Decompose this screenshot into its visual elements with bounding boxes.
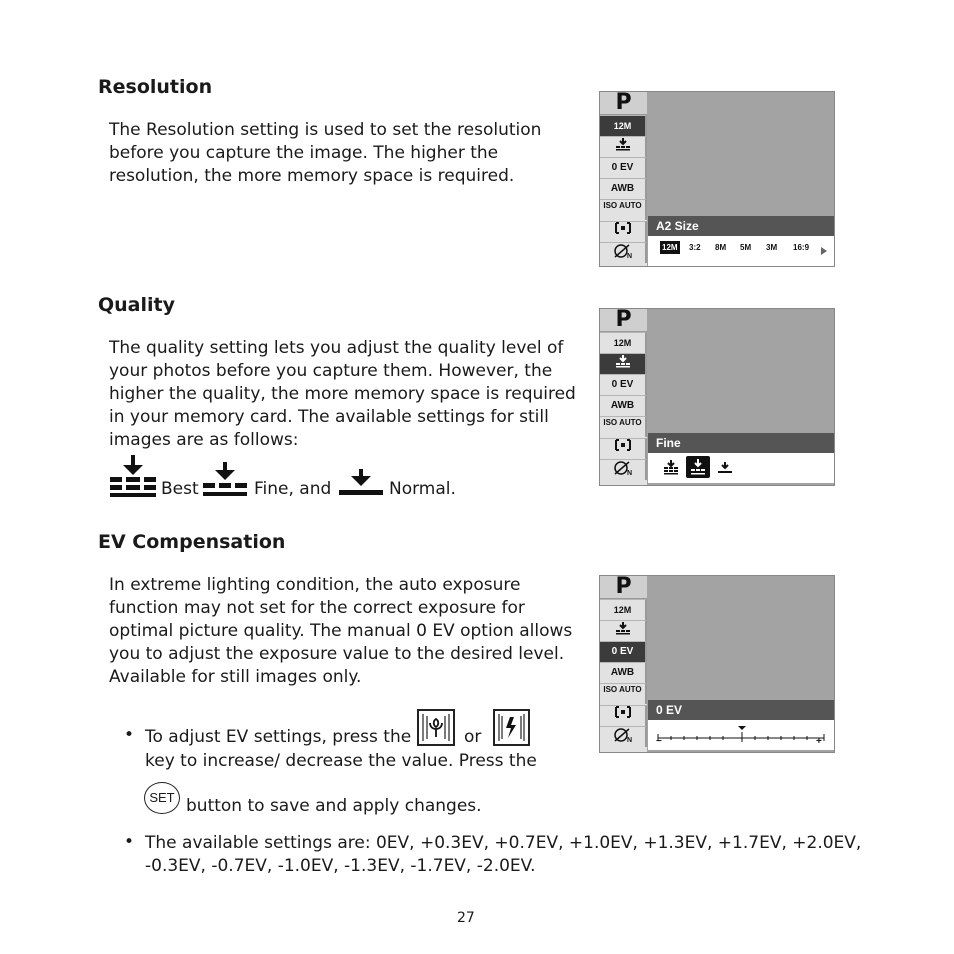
macro-icon bbox=[419, 711, 453, 744]
size-option-3-2[interactable]: 3:2 bbox=[689, 243, 701, 252]
quality-body-line: your photos before you capture them. However, the bbox=[109, 361, 553, 381]
quality-icon bbox=[614, 354, 632, 368]
setting-name-bar: 0 EV bbox=[648, 700, 834, 720]
quality-legend bbox=[109, 454, 509, 500]
flash-button bbox=[493, 709, 530, 746]
menu-item-ev[interactable]: 0 EV bbox=[600, 157, 647, 178]
macro-button bbox=[417, 709, 455, 746]
size-option-12m[interactable]: 12M bbox=[662, 243, 678, 252]
size-label: 12M bbox=[613, 605, 632, 615]
normal-label: Normal. bbox=[389, 479, 456, 499]
quality-options bbox=[648, 453, 834, 483]
bullet2-text-line2: -0.3EV, -0.7EV, -1.0EV, -1.3EV, -1.7EV, -2.0EV. bbox=[145, 856, 536, 876]
fine-label: Fine, and bbox=[254, 479, 332, 499]
menu-item-awb[interactable]: AWB bbox=[600, 178, 647, 199]
or-text: or bbox=[464, 727, 482, 747]
menu-item-awb[interactable]: AWB bbox=[600, 395, 647, 416]
svg-text:N: N bbox=[626, 737, 632, 743]
quality-icon bbox=[614, 137, 632, 151]
iso-label: ISO AUTO bbox=[603, 201, 642, 210]
ev-body-line: Available for still images only. bbox=[109, 667, 362, 687]
bullet1-text-part1: To adjust EV settings, press the bbox=[145, 727, 412, 747]
setting-name-bar: Fine bbox=[648, 433, 834, 453]
setting-name-bar: A2 Size bbox=[648, 216, 834, 236]
best-quality-icon bbox=[109, 454, 157, 498]
face-detect-icon bbox=[612, 727, 634, 743]
quality-icon bbox=[614, 621, 632, 635]
best-option-icon[interactable] bbox=[662, 459, 680, 475]
ev-plus-label: + bbox=[816, 736, 822, 747]
menu-item-iso[interactable] bbox=[600, 416, 647, 437]
menu-item-face[interactable] bbox=[600, 242, 647, 263]
ev-body-line: function may not set for the correct exposure for bbox=[109, 598, 525, 618]
size-option-8m[interactable]: 8M bbox=[715, 243, 727, 252]
normal-quality-icon bbox=[338, 468, 384, 498]
resolution-body-line: The Resolution setting is used to set the resolution bbox=[109, 120, 542, 140]
resolution-camera-screen bbox=[599, 91, 835, 267]
bullet2-text-line1: The available settings are: 0EV, +0.3EV, +0.7EV, +1.0EV, +1.3EV, +1.7EV, +2.0EV, bbox=[145, 833, 862, 853]
menu-item-iso[interactable] bbox=[600, 683, 647, 704]
size-label: 12M bbox=[613, 121, 632, 131]
best-label: Best bbox=[161, 479, 199, 499]
menu-item-metering[interactable] bbox=[600, 705, 647, 726]
resolution-body-line: before you capture the image. The higher the bbox=[109, 143, 499, 163]
mode-indicator: P bbox=[600, 92, 647, 115]
bullet-dot: • bbox=[124, 725, 135, 745]
size-option-16-9[interactable]: 16:9 bbox=[793, 243, 810, 252]
menu-item-quality[interactable] bbox=[600, 620, 647, 641]
ev-body-line: you to adjust the exposure value to the desired level. bbox=[109, 644, 565, 664]
menu-item-iso[interactable] bbox=[600, 199, 647, 220]
quality-body-line: in your memory card. The available settings for still bbox=[109, 407, 549, 427]
menu-item-metering[interactable] bbox=[600, 221, 647, 242]
metering-icon bbox=[614, 222, 632, 234]
size-options bbox=[648, 236, 834, 266]
menu-item-metering[interactable] bbox=[600, 438, 647, 459]
size-option-5m[interactable]: 5M bbox=[740, 243, 752, 252]
quality-body-line: The quality setting lets you adjust the quality level of bbox=[109, 338, 564, 358]
ev-slider[interactable] bbox=[654, 724, 830, 748]
menu-item-quality[interactable] bbox=[600, 353, 647, 374]
ev-minus-label: − bbox=[656, 736, 662, 747]
ev-body bbox=[109, 574, 572, 689]
normal-option-icon[interactable] bbox=[716, 461, 734, 475]
fine-quality-icon bbox=[202, 461, 248, 497]
menu-item-ev[interactable]: 0 EV bbox=[600, 641, 647, 662]
resolution-body bbox=[109, 119, 541, 188]
ev-camera-screen bbox=[599, 575, 835, 753]
iso-label: ISO AUTO bbox=[603, 685, 642, 694]
menu-item-size[interactable] bbox=[600, 115, 647, 136]
metering-icon bbox=[614, 706, 632, 718]
page-number: 27 bbox=[457, 910, 475, 926]
mode-indicator: P bbox=[600, 576, 647, 599]
menu-item-size[interactable] bbox=[600, 599, 647, 620]
menu-item-ev[interactable]: 0 EV bbox=[600, 374, 647, 395]
menu-item-awb[interactable]: AWB bbox=[600, 662, 647, 683]
menu-item-face[interactable] bbox=[600, 459, 647, 480]
quality-heading: Quality bbox=[98, 294, 175, 316]
fine-option-icon[interactable] bbox=[686, 456, 710, 478]
face-detect-icon bbox=[612, 243, 634, 259]
ev-scale bbox=[648, 720, 834, 750]
svg-text:N: N bbox=[626, 253, 632, 259]
menu-item-quality[interactable] bbox=[600, 136, 647, 157]
bullet-dot: • bbox=[124, 832, 135, 852]
svg-text:N: N bbox=[626, 470, 632, 476]
iso-label: ISO AUTO bbox=[603, 418, 642, 427]
ev-body-line: In extreme lighting condition, the auto exposure bbox=[109, 575, 521, 595]
mode-indicator: P bbox=[600, 309, 647, 332]
quality-camera-screen bbox=[599, 308, 835, 486]
resolution-body-line: resolution, the more memory space is required. bbox=[109, 166, 515, 186]
bullet1-text-line2: key to increase/ decrease the value. Press the bbox=[145, 751, 537, 771]
face-detect-icon bbox=[612, 460, 634, 476]
set-button-icon: SET bbox=[144, 782, 180, 814]
quality-body bbox=[109, 337, 576, 452]
scroll-right-icon[interactable] bbox=[820, 246, 828, 256]
menu-item-size[interactable] bbox=[600, 332, 647, 353]
flash-icon bbox=[495, 711, 528, 744]
size-option-3m[interactable]: 3M bbox=[766, 243, 778, 252]
quality-body-line: higher the quality, the more memory space is required bbox=[109, 384, 576, 404]
resolution-heading: Resolution bbox=[98, 76, 213, 98]
bullet1-text-line3: button to save and apply changes. bbox=[186, 796, 482, 816]
ev-body-line: optimal picture quality. The manual 0 EV option allows bbox=[109, 621, 573, 641]
size-label: 12M bbox=[613, 338, 632, 348]
menu-item-face[interactable] bbox=[600, 726, 647, 747]
metering-icon bbox=[614, 439, 632, 451]
ev-heading: EV Compensation bbox=[98, 531, 286, 553]
quality-body-line: images are as follows: bbox=[109, 430, 299, 450]
